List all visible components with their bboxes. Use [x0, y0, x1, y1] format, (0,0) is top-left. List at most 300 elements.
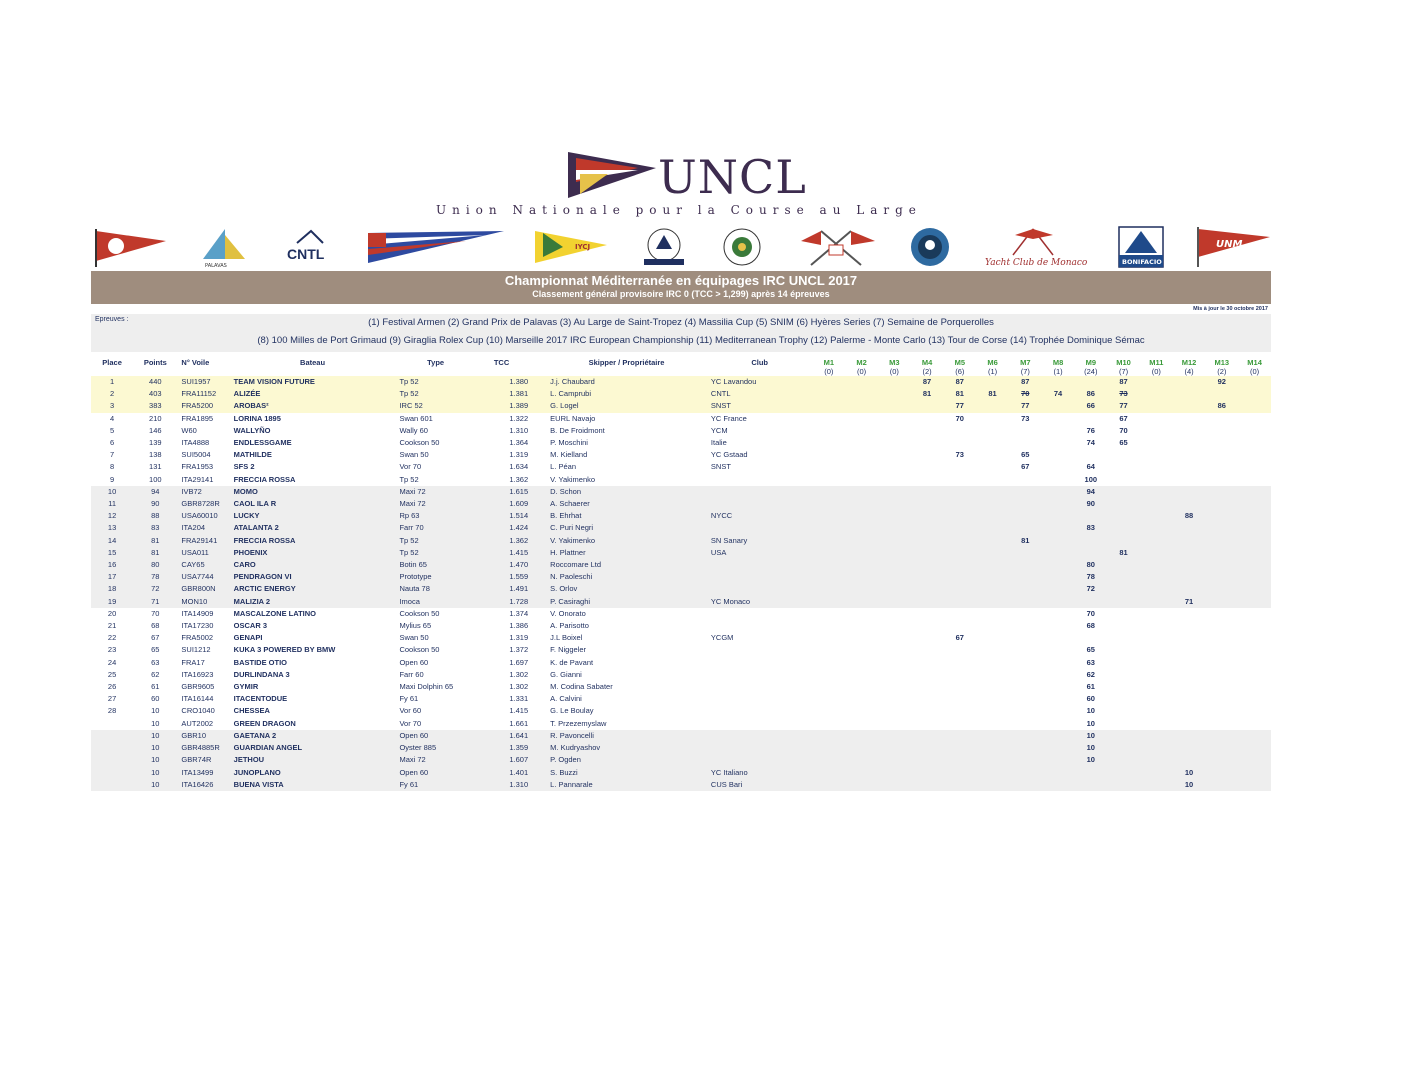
cell-m10	[1107, 559, 1140, 571]
cell-m11	[1140, 632, 1173, 644]
cell-m10	[1107, 632, 1140, 644]
cell-club	[707, 705, 813, 717]
cell-m13	[1205, 718, 1238, 730]
cell-club	[707, 730, 813, 742]
cell-points: 81	[133, 535, 177, 547]
cell-m11	[1140, 693, 1173, 705]
cell-tcc: 1.559	[476, 571, 546, 583]
cell-m12	[1173, 657, 1206, 669]
cell-m11	[1140, 522, 1173, 534]
cell-points: 68	[151, 621, 160, 631]
cell-sail: FRA5002	[181, 633, 214, 643]
cell-m9: 62	[1086, 669, 1095, 679]
cell-m7	[1009, 657, 1042, 669]
cell-m2	[845, 498, 878, 510]
cell-points: 81	[133, 547, 177, 559]
table-row	[91, 596, 1271, 608]
cell-m9: 100	[1084, 474, 1098, 484]
cell-m10: 87	[1107, 376, 1140, 388]
cell-sail: ITA17230	[181, 621, 214, 631]
cell-m10	[1107, 583, 1140, 595]
cell-points: 70	[151, 608, 160, 618]
cell-m13	[1205, 425, 1238, 437]
cell-m7	[1009, 559, 1042, 571]
header-m-label: M4	[921, 358, 933, 367]
cell-skipper: G. Logel	[546, 400, 707, 412]
cell-m7	[1009, 596, 1042, 608]
header-m11	[1140, 358, 1173, 376]
cell-m8	[1042, 571, 1075, 583]
cell-m1	[812, 413, 845, 425]
cell-points: 10	[133, 779, 177, 791]
cell-m14	[1238, 571, 1271, 583]
cell-tcc: 1.302	[509, 682, 529, 692]
cell-m10	[1107, 474, 1140, 486]
table-row	[91, 779, 1271, 791]
cell-m4	[911, 669, 944, 681]
table-row	[91, 547, 1271, 559]
cell-m9: 10	[1074, 742, 1107, 754]
cell-m12	[1173, 461, 1206, 473]
cell-m10: 67	[1119, 413, 1128, 423]
cell-type: Open 60	[395, 767, 475, 779]
cell-m12	[1173, 425, 1206, 437]
cell-m6	[976, 779, 1009, 791]
table-row	[91, 425, 1271, 437]
cell-m1	[812, 742, 845, 754]
cell-m14	[1238, 559, 1271, 571]
cell-m10: 77	[1107, 400, 1140, 412]
cell-place: 4	[110, 413, 115, 423]
cell-m13	[1205, 461, 1238, 473]
cell-m7	[1009, 498, 1042, 510]
cell-m3	[878, 644, 911, 656]
cell-m9	[1074, 376, 1107, 388]
cell-m8	[1042, 754, 1075, 766]
header-m-count: (7)	[1020, 367, 1030, 376]
cell-m10	[1107, 730, 1140, 742]
cell-boat: AROBAS²	[230, 400, 396, 412]
cell-m11	[1140, 400, 1173, 412]
cell-skipper: S. Buzzi	[546, 767, 707, 779]
cell-m6	[976, 583, 1009, 595]
cell-m7: 87	[1009, 376, 1042, 388]
cell-m1	[812, 657, 845, 669]
cell-points: 80	[133, 559, 177, 571]
cell-tcc: 1.424	[476, 522, 546, 534]
cell-m8	[1042, 400, 1075, 412]
events-line-2: (8) 100 Milles de Port Grimaud (9) Giraglia Rolex Cup (10) Marseille 2017 IRC European Championship (11) Mediterranean Trophy (12) Palerme - Monte Carlo (13) Tour de Corse (14) Trophée Dominique Sémac	[257, 335, 1145, 346]
cell-place: 14	[91, 535, 133, 547]
cell-m3	[878, 486, 911, 498]
cell-m14	[1238, 510, 1271, 522]
cell-m3	[878, 388, 911, 400]
cell-m1	[812, 608, 845, 620]
cell-place: 19	[91, 596, 133, 608]
cell-type: Vor 60	[399, 706, 422, 716]
cell-skipper: L. Pannarale	[546, 779, 707, 791]
cell-type: Wally 60	[399, 425, 428, 435]
cell-m14	[1238, 754, 1271, 766]
cell-m8	[1042, 742, 1075, 754]
cell-place: 3	[91, 400, 133, 412]
cell-m14	[1238, 413, 1271, 425]
cell-m10	[1107, 449, 1140, 461]
cell-m13	[1205, 779, 1238, 791]
cell-m7	[1009, 425, 1042, 437]
cell-m10	[1107, 522, 1140, 534]
cell-m6	[976, 693, 1009, 705]
cell-m12	[1173, 718, 1206, 730]
uncl-logo	[430, 148, 930, 220]
cell-m2	[845, 718, 878, 730]
cell-m7	[1009, 632, 1042, 644]
cell-skipper: S. Orlov	[546, 583, 707, 595]
cell-tcc: 1.415	[476, 547, 546, 559]
cell-m13	[1205, 437, 1238, 449]
cell-m8	[1042, 413, 1075, 425]
cell-sail: CAY65	[177, 559, 229, 571]
cell-m7	[1009, 547, 1042, 559]
cell-m4	[911, 547, 944, 559]
cell-points: 100	[149, 474, 162, 484]
cell-m1	[812, 767, 845, 779]
cell-type: Oyster 885	[395, 742, 475, 754]
cell-boat: BUENA VISTA	[230, 779, 396, 791]
cell-m7: 70	[1009, 388, 1042, 400]
cell-skipper: A. Parisotto	[550, 621, 589, 631]
cell-m5: 73	[955, 450, 964, 460]
cell-m12	[1173, 754, 1206, 766]
cell-m11	[1140, 449, 1173, 461]
cell-points: 62	[151, 669, 160, 679]
cell-m10	[1107, 742, 1140, 754]
cell-m11	[1140, 461, 1173, 473]
cell-m10	[1107, 657, 1140, 669]
cell-boat: TEAM VISION FUTURE	[230, 376, 396, 388]
cell-boat: LORINA 1895	[233, 413, 281, 423]
cntl-label: CNTL	[286, 246, 324, 262]
cell-tcc: 1.401	[476, 767, 546, 779]
cell-place: 17	[91, 571, 133, 583]
club-crossed-flags-icon	[791, 225, 881, 269]
cell-m2	[845, 583, 878, 595]
table-row	[91, 376, 1271, 388]
cell-type: Maxi 72	[395, 486, 475, 498]
cell-m11	[1140, 388, 1173, 400]
cell-m4: 81	[911, 388, 944, 400]
cell-club	[707, 498, 813, 510]
cell-m2	[845, 376, 878, 388]
cell-m13	[1205, 388, 1238, 400]
cell-m14	[1238, 608, 1271, 620]
cell-m6	[976, 657, 1009, 669]
cell-m2	[845, 547, 878, 559]
cell-m4	[911, 535, 944, 547]
cell-type: Swan 601	[399, 413, 433, 423]
cell-m1	[812, 596, 845, 608]
cell-m3	[878, 413, 911, 425]
cell-tcc: 1.310	[476, 779, 546, 791]
cell-points: 78	[133, 571, 177, 583]
cell-m11	[1140, 413, 1173, 425]
table-row	[91, 767, 1271, 779]
cell-m3	[878, 547, 911, 559]
cell-m11	[1140, 608, 1173, 620]
cell-m11	[1140, 705, 1173, 717]
cell-m3	[878, 669, 911, 681]
cell-m8	[1042, 486, 1075, 498]
cell-m5: 70	[955, 413, 964, 423]
cell-place: 6	[110, 438, 115, 448]
cell-m8	[1042, 474, 1075, 486]
cell-m4	[911, 486, 944, 498]
cell-m10	[1107, 681, 1140, 693]
cell-m6	[976, 767, 1009, 779]
header-m-label: M13	[1214, 358, 1230, 367]
cell-m8	[1042, 669, 1075, 681]
header-m-label: M2	[856, 358, 867, 367]
cell-m1	[812, 449, 845, 461]
cell-m2	[845, 730, 878, 742]
cell-m6	[976, 596, 1009, 608]
cell-m6	[976, 461, 1009, 473]
cell-skipper: J.j. Chaubard	[546, 376, 707, 388]
header-m-count: (1)	[1053, 367, 1063, 376]
cell-m6	[976, 449, 1009, 461]
cell-points: 10	[133, 730, 177, 742]
table-row	[91, 644, 1271, 656]
header-m-label: M3	[889, 358, 900, 367]
cell-m13	[1205, 498, 1238, 510]
cell-boat: FRECCIA ROSSA	[230, 535, 396, 547]
cell-m13	[1205, 644, 1238, 656]
cell-club: YCM	[710, 425, 728, 435]
cell-club: NYCC	[707, 510, 813, 522]
cell-m3	[878, 608, 911, 620]
cell-sail: USA60010	[177, 510, 229, 522]
cell-m11	[1140, 535, 1173, 547]
cell-m7	[1009, 767, 1042, 779]
cell-m2	[845, 425, 878, 437]
table-row	[91, 718, 1271, 730]
cell-m3	[878, 522, 911, 534]
cell-place	[91, 730, 133, 742]
cell-place: 18	[91, 583, 133, 595]
cell-boat: ARCTIC ENERGY	[230, 583, 396, 595]
cell-m9: 68	[1086, 621, 1095, 631]
cell-type: Maxi 72	[395, 498, 475, 510]
cell-type: Cookson 50	[399, 438, 440, 448]
cell-m6	[976, 669, 1009, 681]
cell-m11	[1140, 742, 1173, 754]
cell-m13	[1205, 632, 1238, 644]
cell-m4	[911, 693, 944, 705]
cell-m11	[1140, 486, 1173, 498]
cell-tcc: 1.697	[509, 657, 529, 667]
cell-m2	[845, 669, 878, 681]
cell-m10	[1107, 461, 1140, 473]
cell-m3	[878, 632, 911, 644]
cell-m2	[845, 522, 878, 534]
cell-m2	[845, 693, 878, 705]
cell-m10	[1107, 754, 1140, 766]
cell-club	[707, 754, 813, 766]
cell-m1	[812, 474, 845, 486]
cell-m5	[943, 620, 976, 632]
cell-m10	[1107, 535, 1140, 547]
cell-m7	[1009, 742, 1042, 754]
cell-sail: ITA29141	[181, 474, 214, 484]
cell-m12	[1173, 644, 1206, 656]
cell-m9: 70	[1086, 608, 1095, 618]
cell-m5	[943, 437, 976, 449]
cell-club: SNST	[707, 400, 813, 412]
cell-m5	[943, 693, 976, 705]
cell-tcc: 1.331	[509, 694, 529, 704]
cell-m5	[943, 608, 976, 620]
cell-club: YC Italiano	[707, 767, 813, 779]
cell-skipper: V. Yakimenko	[550, 474, 596, 484]
club-bonifacio-logo	[1117, 225, 1165, 269]
cell-m9: 10	[1074, 730, 1107, 742]
cell-m1	[812, 681, 845, 693]
cell-boat: BASTIDE OTIO	[233, 657, 287, 667]
cell-m5	[943, 779, 976, 791]
cell-boat: MOMO	[230, 486, 396, 498]
cell-type: Imoca	[395, 596, 475, 608]
cell-m13	[1205, 693, 1238, 705]
cell-m14	[1238, 400, 1271, 412]
cell-m1	[812, 718, 845, 730]
cell-m11	[1140, 718, 1173, 730]
cell-m3	[878, 742, 911, 754]
cell-sail: ITA14909	[181, 608, 214, 618]
cell-m14	[1238, 742, 1271, 754]
cell-m11	[1140, 669, 1173, 681]
cell-m5	[943, 705, 976, 717]
cell-points: 71	[133, 596, 177, 608]
cell-m10	[1107, 779, 1140, 791]
cell-m5	[943, 571, 976, 583]
cell-points: 90	[133, 498, 177, 510]
table-row	[91, 632, 1271, 644]
header-m-label: M12	[1181, 358, 1197, 367]
cell-sail: GBR74R	[177, 754, 229, 766]
header-m-count: (24)	[1084, 367, 1098, 376]
cell-m14	[1238, 730, 1271, 742]
cell-m12	[1173, 388, 1206, 400]
brand-name: UNCL	[658, 150, 807, 204]
cell-m3	[878, 437, 911, 449]
cell-m10: 65	[1119, 438, 1128, 448]
cell-skipper: B. De Froidmont	[550, 425, 605, 435]
cell-boat: GENAPI	[233, 633, 263, 643]
club-striped-flag-icon	[366, 225, 506, 269]
cell-place: 26	[107, 682, 117, 692]
cell-sail: AUT2002	[181, 718, 214, 728]
cell-club: CNTL	[707, 388, 813, 400]
cell-place	[91, 779, 133, 791]
cell-club	[707, 608, 813, 620]
cell-sail: FRA5200	[177, 400, 229, 412]
cell-m6	[976, 498, 1009, 510]
cell-boat: GREEN DRAGON	[233, 718, 296, 728]
cell-m11	[1140, 596, 1173, 608]
cell-type: IRC 52	[395, 400, 475, 412]
cell-place: 10	[91, 486, 133, 498]
cell-m11	[1140, 681, 1173, 693]
cell-m9	[1074, 632, 1107, 644]
cell-m13	[1205, 510, 1238, 522]
cell-boat: MALIZIA 2	[230, 596, 396, 608]
cell-m14	[1238, 705, 1271, 717]
cell-points: 63	[151, 657, 160, 667]
cell-m7	[1009, 510, 1042, 522]
cell-m10	[1107, 718, 1140, 730]
cell-m3	[878, 583, 911, 595]
cell-m2	[845, 474, 878, 486]
cell-skipper: M. Kielland	[550, 450, 588, 460]
cell-m8	[1042, 681, 1075, 693]
cell-points: 60	[151, 694, 160, 704]
cell-tcc: 1.374	[509, 608, 529, 618]
cell-skipper: P. Moschini	[550, 438, 588, 448]
cell-tcc: 1.415	[509, 706, 529, 716]
cell-m4	[911, 449, 944, 461]
cell-m14	[1238, 486, 1271, 498]
cell-points: 10	[151, 718, 160, 728]
cell-m4: 87	[911, 376, 944, 388]
cell-m1	[812, 620, 845, 632]
cell-skipper: M. Codina Sabater	[550, 682, 613, 692]
cell-m8	[1042, 376, 1075, 388]
cell-m4	[911, 425, 944, 437]
table-body	[91, 376, 1271, 791]
cell-m12: 10	[1173, 767, 1206, 779]
bonifacio-label: BONIFACIO	[1121, 258, 1162, 266]
cell-m5	[943, 742, 976, 754]
cell-m8	[1042, 608, 1075, 620]
cell-m12	[1173, 681, 1206, 693]
cell-m11	[1140, 559, 1173, 571]
club-monaco-logo	[979, 225, 1089, 269]
cell-sail: FRA11152	[177, 388, 229, 400]
cell-m9	[1074, 449, 1107, 461]
results-table	[91, 358, 1271, 791]
cell-sail: GBR8728R	[177, 498, 229, 510]
cell-skipper: Roccomare Ltd	[546, 559, 707, 571]
header-m-count: (0)	[856, 367, 867, 376]
cell-m11	[1140, 754, 1173, 766]
cell-m4	[911, 474, 944, 486]
cell-m8	[1042, 779, 1075, 791]
header-m7	[1009, 358, 1042, 376]
cell-m6	[976, 486, 1009, 498]
cell-club	[707, 571, 813, 583]
cell-type: Vor 70	[399, 462, 422, 472]
cell-m12	[1173, 620, 1206, 632]
club-unm-logo	[1192, 225, 1272, 269]
cell-m9: 94	[1074, 486, 1107, 498]
events-legend	[91, 314, 1271, 352]
cell-m4	[911, 461, 944, 473]
cell-m11	[1140, 498, 1173, 510]
cell-m7: 77	[1009, 400, 1042, 412]
cell-m12	[1173, 669, 1206, 681]
cell-m8	[1042, 425, 1075, 437]
cell-m14	[1238, 425, 1271, 437]
